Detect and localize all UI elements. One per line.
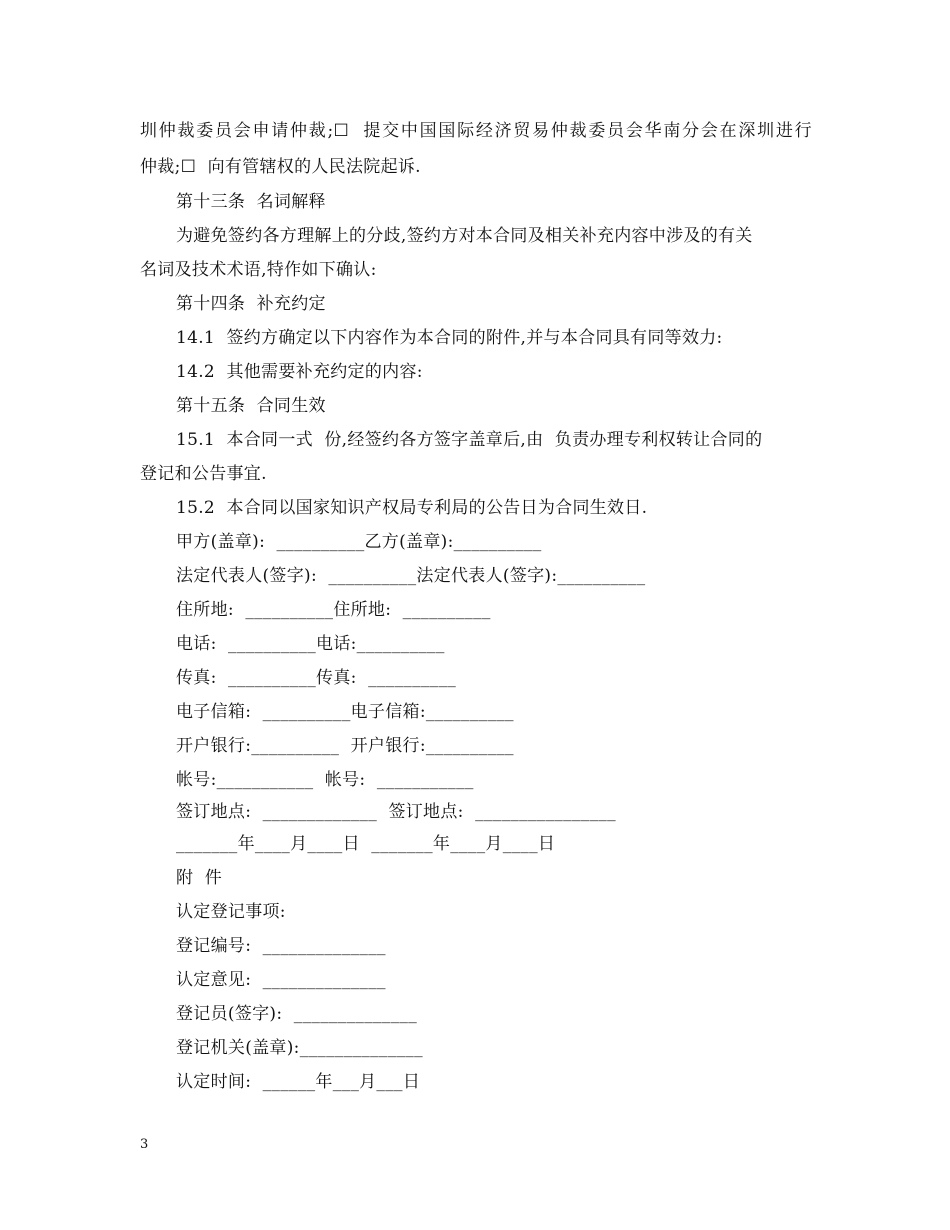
signature-field-line: 电话: __________电话:__________	[176, 634, 445, 654]
section-heading: 第十五条 合同生效	[176, 396, 326, 416]
registration-field-line: 登记编号: ______________	[176, 936, 386, 956]
text-line: 15.2 本合同以国家知识产权局专利局的公告日为合同生效日.	[176, 498, 648, 518]
text-line: 圳仲裁委员会申请仲裁;☐ 提交中国国际经济贸易仲裁委员会华南分会在深圳进行	[140, 121, 812, 141]
signature-field-line: 电子信箱: __________电子信箱:__________	[176, 702, 514, 722]
registration-field-line: 认定时间: ______年___月___日	[176, 1072, 421, 1092]
signature-field-line: 法定代表人(签字): __________法定代表人(签字):__________	[176, 566, 646, 586]
text-line: 仲裁;☐ 向有管辖权的人民法院起诉.	[140, 157, 421, 177]
appendix-heading: 附 件	[176, 868, 223, 888]
registration-field-line: 认定意见: ______________	[176, 970, 386, 990]
signature-field-line: 签订地点: _____________ 签订地点: ________________	[176, 802, 616, 822]
section-heading: 第十四条 补充约定	[176, 294, 326, 314]
text-line: 15.1 本合同一式 份,经签约各方签字盖章后,由 负责办理专利权转让合同的	[176, 430, 763, 450]
date-field-line: _______年____月____日 _______年____月____日	[176, 834, 556, 854]
registration-field-line: 登记员(签字): ______________	[176, 1004, 417, 1024]
signature-field-line: 帐号:___________ 帐号: ___________	[176, 770, 474, 790]
registration-field-line: 登记机关(盖章):______________	[176, 1038, 423, 1058]
section-heading: 第十三条 名词解释	[176, 192, 326, 212]
signature-field-line: 甲方(盖章): __________乙方(盖章):__________	[176, 532, 542, 552]
text-line: 名词及技术术语,特作如下确认:	[140, 260, 377, 280]
text-line: 14.1 签约方确定以下内容作为本合同的附件,并与本合同具有同等效力:	[176, 328, 723, 348]
signature-field-line: 住所地: __________住所地: __________	[176, 600, 491, 620]
signature-field-line: 传真: __________传真: __________	[176, 668, 457, 688]
signature-field-line: 开户银行:__________ 开户银行:__________	[176, 736, 514, 756]
text-line: 登记和公告事宜.	[140, 464, 267, 484]
text-line: 14.2 其他需要补充约定的内容:	[176, 362, 423, 382]
text-line: 认定登记事项:	[176, 902, 286, 922]
text-line: 为避免签约各方理解上的分歧,签约方对本合同及相关补充内容中涉及的有关	[176, 226, 753, 246]
page-number: 3	[140, 1137, 149, 1152]
